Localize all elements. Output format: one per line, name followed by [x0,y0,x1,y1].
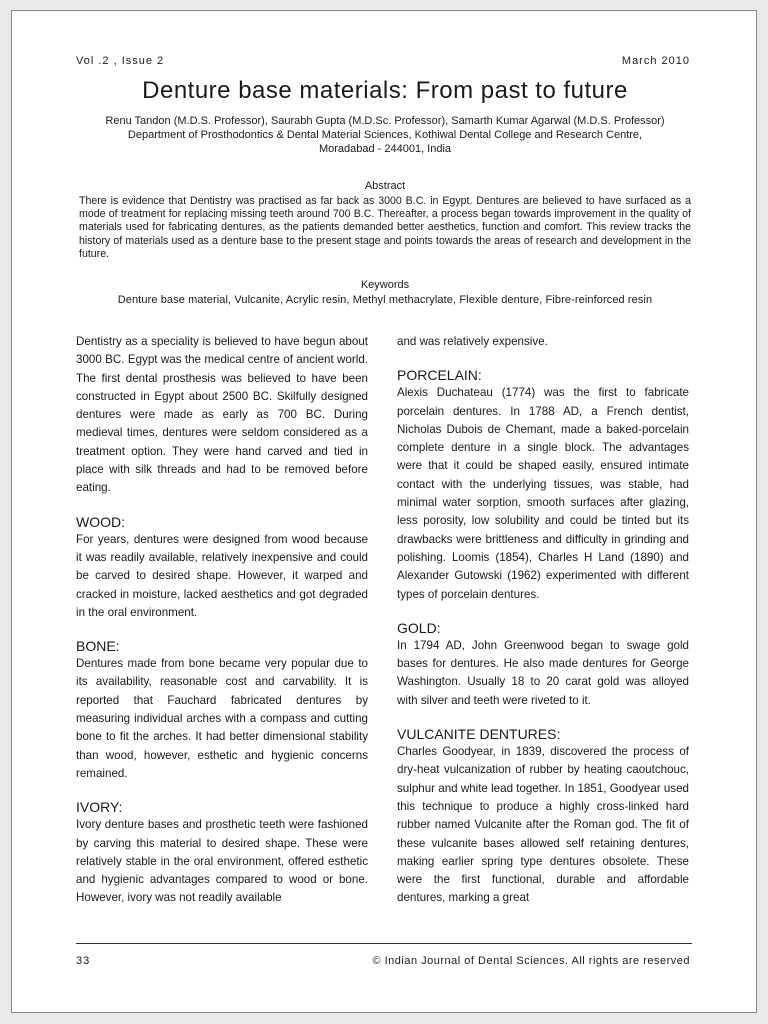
section-heading-vulcanite: VULCANITE DENTURES: [397,726,561,743]
bone-paragraph: Dentures made from bone became very popular due to its availability, reasonable cost and carvability. It is reported that Fauchard fabricated dentures by measuring individual arches with a compass and cutting bone to fit the arches. It had better dimensional stability than wood, however, esthetic and hygienic concerns remained. [76,657,368,780]
abstract-heading: Abstract [364,180,406,192]
section-heading-porcelain: PORCELAIN: [397,367,482,384]
keywords-text: Denture base material, Vulcanite, Acrylic resin, Methyl methacrylate, Flexible denture, Fibre-reinforced resin [117,294,653,306]
vulcanite-paragraph: Charles Goodyear, in 1839, discovered the process of dry-heat vulcanization of rubber by heating caoutchouc, sulphur and white lead together. In 1851, Goodyear used this technique to produce a highly cross-linked hard rubber named Vulcanite after the Roman god. The fit of these vulcanite bases allowed self retaining dentures, making earlier spring type dentures obsolete. These were the first functional, durable and affordable dentures, marking a great [397,745,689,905]
section-heading-ivory: IVORY: [76,799,123,816]
volume-issue: Vol .2 , Issue 2 [76,55,165,67]
affiliation-location: Moradabad - 244001, India [318,143,452,155]
continuation-paragraph: and was relatively expensive. [397,335,548,348]
keywords-heading: Keywords [360,279,410,291]
section-heading-gold: GOLD: [397,619,441,636]
article-title: Denture base materials: From past to future [142,77,628,104]
abstract-text: There is evidence that Dentistry was practised as far back as 3000 B.C. in Egypt. Dentures are believed to have surfaced as a mode of treatment for replacing missing teeth around 700 B.C. Thereafter, a process began towards improvement in the quality of materials used for fabricating dentures, as the patients demanded better aesthetics, function and comfort. This review tracks the history of materials used as a denture base to the present stage and points towards the areas of research and development in the future. [79,195,691,260]
copyright-notice: © Indian Journal of Dental Sciences. All rights are reserved [372,955,690,967]
issue-date: March 2010 [621,55,690,67]
section-heading-wood: WOOD: [76,513,125,530]
gold-paragraph: In 1794 AD, John Greenwood began to swage gold bases for dentures. He also made dentures for George Washington. Usually 18 to 20 carat gold was alloyed with silver and teeth were riveted to it. [397,638,689,707]
page-number: 33 [76,955,91,967]
footer-divider [76,943,692,944]
section-heading-bone: BONE: [76,638,120,655]
intro-paragraph: Dentistry as a speciality is believed to have begun about 3000 BC. Egypt was the medical centre of ancient world. The first dental prosthesis was believed to have been constructed in Egypt about 2500 BC. Skilfully designed dentures were made as early as 700 BC. During medieval times, dentures were seldom considered as a treatment option. They were hand carved and tied in place with silk threads and had to be removed before eating. [76,335,368,495]
ivory-paragraph: Ivory denture bases and prosthetic teeth were fashioned by carving this material to desired shape. These were relatively stable in the oral environment, offered esthetic and hygienic advantages compared to wood or bone. However, ivory was not readily available [76,818,368,905]
author-block [52,114,718,156]
wood-paragraph: For years, dentures were designed from wood because it was readily available, relatively inexpensive and could be carved to desired shape. However, it warped and cracked in moisture, lacked aesthetics and got degraded in the oral environment. [76,532,368,619]
right-column [397,333,689,908]
left-column [76,333,368,908]
document-page [11,10,757,1013]
affiliation-line: Department of Prosthodontics & Dental Material Sciences, Kothiwal Dental College and Research Centre, [127,129,643,141]
author-names: Renu Tandon (M.D.S. Professor), Saurabh Gupta (M.D.Sc. Professor), Samarth Kumar Agarwal (M.D.S. Professor) [105,115,665,127]
porcelain-paragraph: Alexis Duchateau (1774) was the first to fabricate porcelain dentures. In 1788 AD, a French dentist, Nicholas Dubois de Chemant, made a baked-porcelain complete denture in a single block. The advantages were that it could be shaped easily, ensured intimate contact with the underlying tissues, was stable, had minimal water sorption, smooth surfaces after glazing, less porosity, low solubility and could be tinted but its drawbacks were brittleness and difficulty in grinding and polishing. Loomis (1854), Charles H Land (1890) and Alexander Gutowski (1962) experimented with different types of porcelain dentures. [397,386,689,601]
